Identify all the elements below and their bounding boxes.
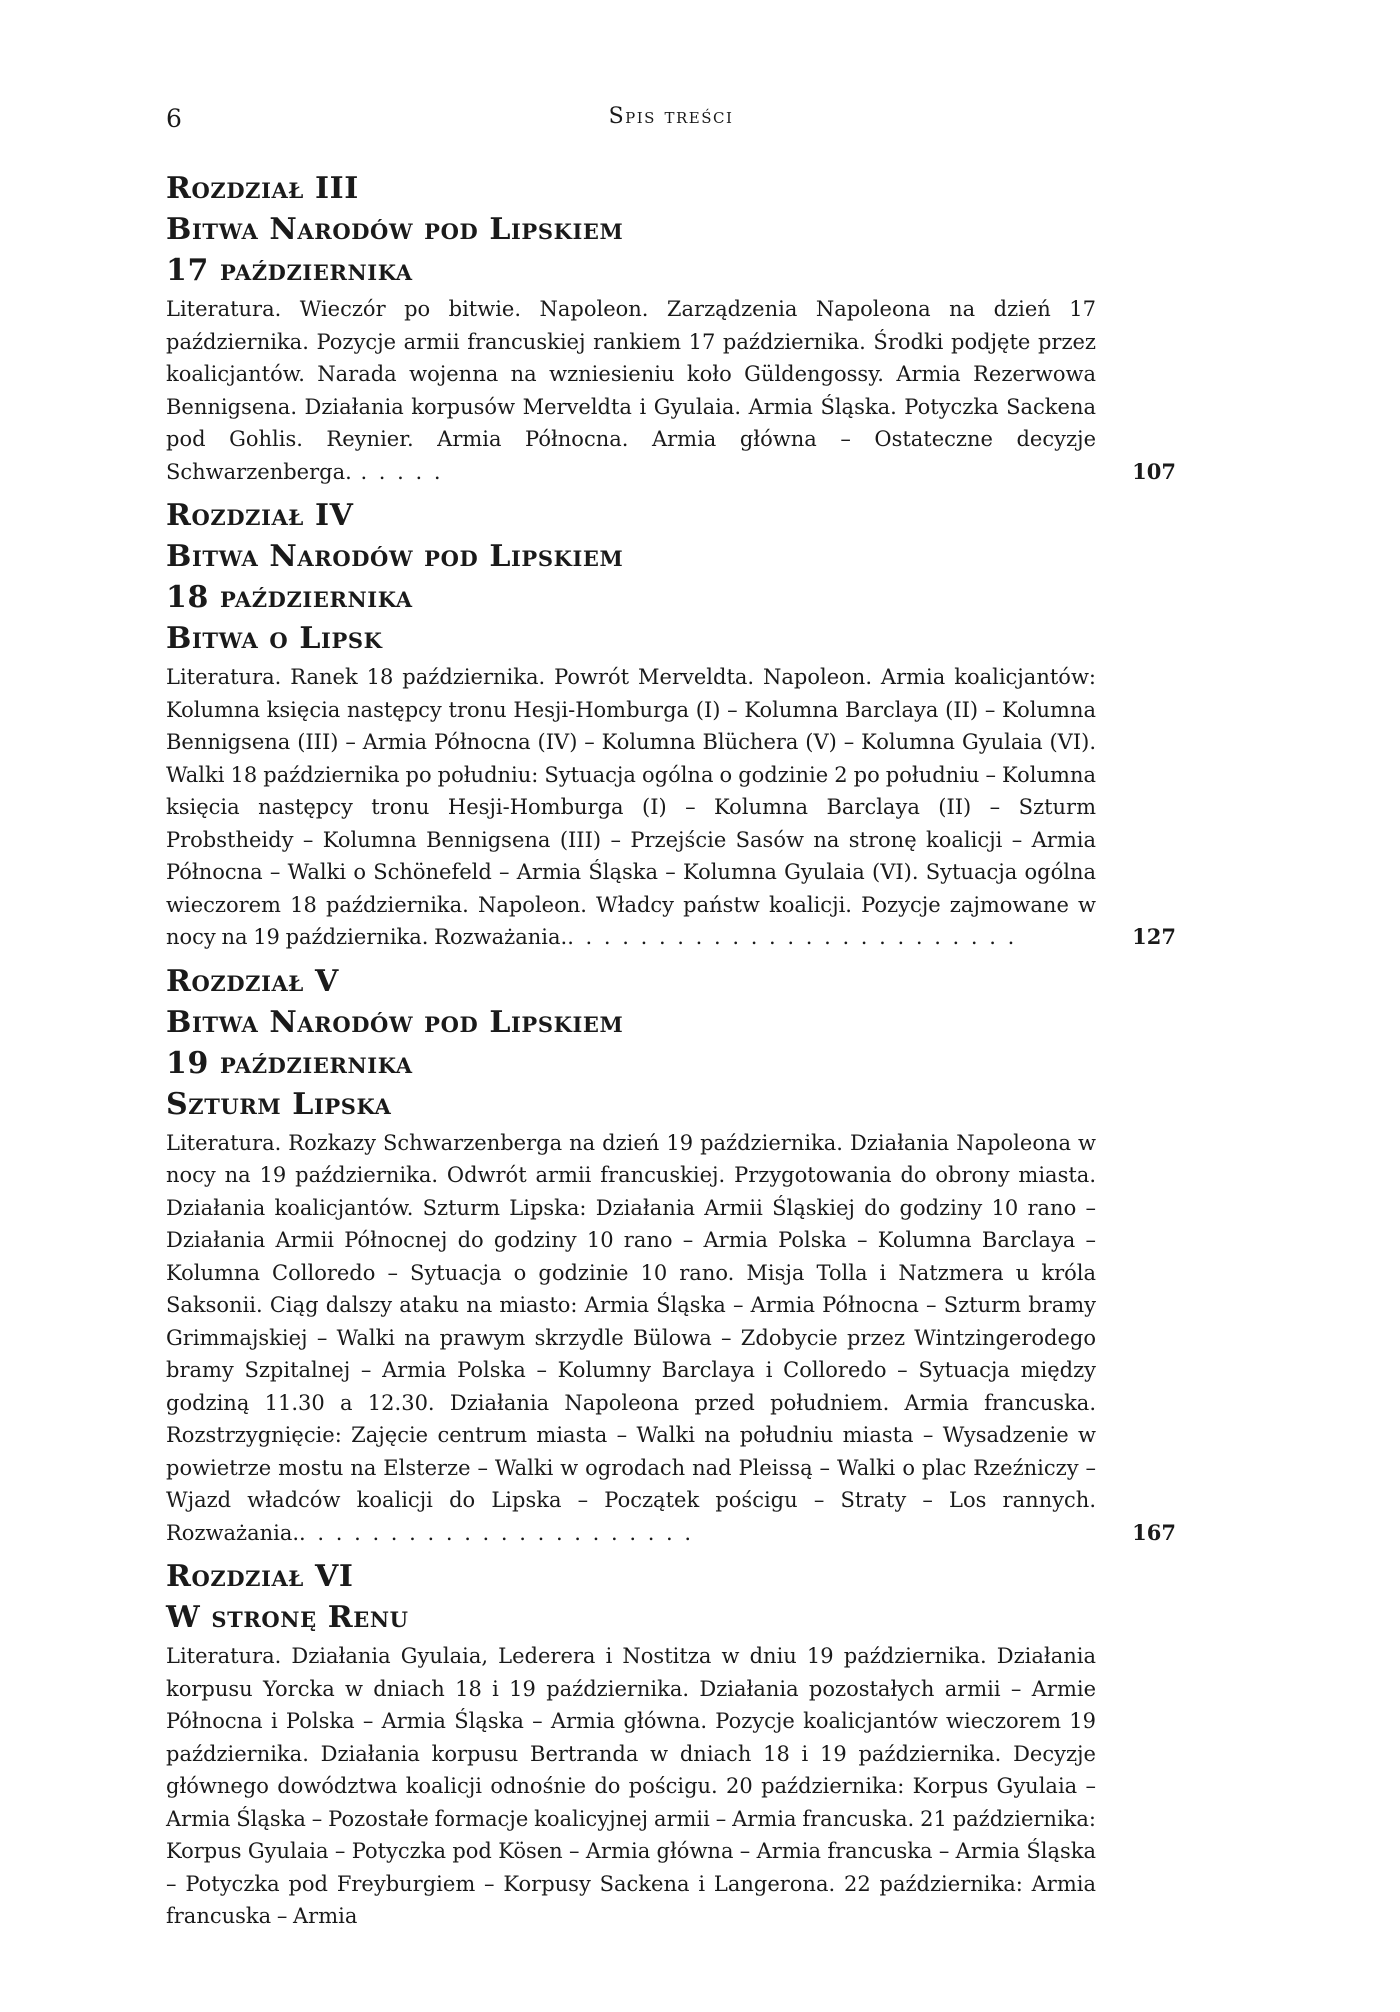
page-header (166, 104, 1176, 140)
chapter-title-line: Bitwa o Lipsk (166, 621, 383, 656)
toc-entry-chapter-3 (166, 168, 1176, 488)
chapter-title-line: Rozdział V (166, 963, 339, 999)
chapter-title (166, 961, 1176, 1125)
running-title: Spis treści (608, 104, 734, 129)
chapter-title-line: 18 października (166, 580, 413, 615)
chapter-title-line: Szturm Lipska (166, 1086, 392, 1122)
chapter-title-line: W stronę Renu (166, 1600, 409, 1635)
toc-entry-chapter-4 (166, 495, 1176, 954)
toc-entry-chapter-6 (166, 1556, 1176, 1933)
chapter-description (166, 293, 1096, 488)
chapter-page-number: 167 (1132, 1519, 1176, 1545)
chapter-summary (166, 1127, 1176, 1550)
table-of-contents (166, 168, 1176, 1940)
chapter-title-line: Rozdział IV (166, 498, 354, 533)
description-text: Literatura. Ranek 18 października. Powrót Merveldta. Napoleon. Armia koalicjantów: Kolumna księcia następcy tronu Hesji-Homburga (I) – Kolumna Barclaya (II) – Kolumna Bennigsena (III) – Armia Północna (IV) – Kolumna Blüchera (V) – Kolumna Gyulaia (VI). Walki 18 października po południu: Sytuacja ogólna o godzinie 2 po południu – Kolumna księcia następcy tronu Hesji-Homburga (I) – Kolumna Barclaya (II) – Szturm Probstheidy – Kolumna Bennigsena (III) – Przejście Sasów na stronę koalicji – Armia Północna – Walki o Schönefeld – Armia Śląska – Kolumna Gyulaia (VI). Sytuacja ogólna wieczorem 18 października. Napoleon. Władcy państw koalicji. Pozycje zajmowane w nocy na 19 października. Rozważania. (166, 665, 1096, 949)
chapter-title-line: Bitwa Narodów pod Lipskiem (166, 539, 624, 574)
dot-leader: . . . . . . . . . . . . . . . . . . . . . . (299, 1520, 695, 1545)
toc-entry-chapter-5 (166, 961, 1176, 1550)
chapter-title-line: 17 października (166, 253, 413, 288)
chapter-description (166, 1640, 1096, 1933)
chapter-title-line: 19 października (166, 1045, 413, 1081)
chapter-title (166, 495, 1176, 659)
chapter-page-number: 127 (1132, 924, 1176, 949)
page-number: 6 (166, 104, 182, 133)
chapter-description (166, 1127, 1096, 1550)
dot-leader: . . . . . . . . . . . . . . . . . . . . . . . . . (567, 925, 1018, 949)
chapter-summary (166, 1640, 1176, 1933)
chapter-description (166, 661, 1096, 954)
description-text: Literatura. Działania Gyulaia, Lederera i Nostitza w dniu 19 października. Działania korpusu Yorcka w dniach 18 i 19 października. Działania pozostałych armii – Armie Północna i Polska – Armia Śląska – Armia główna. Pozycje koalicjantów wieczorem 19 października. Działania korpusu Bertranda w dniach 18 i 19 października. Decyzje głównego dowództwa koalicji odnośnie do pościgu. 20 października: Korpus Gyulaia – Armia Śląska – Pozostałe formacje koalicyjnej armii – Armia francuska. 21 października: Korpus Gyulaia – Potyczka pod Kösen – Armia główna – Armia francuska – Armia Śląska – Potyczka pod Freyburgiem – Korpusy Sackena i Langerona. 22 października: Armia francuska – Armia (166, 1644, 1096, 1928)
description-text: Literatura. Rozkazy Schwarzenberga na dzień 19 października. Działania Napoleona w nocy na 19 października. Odwrót armii francuskiej. Przygotowania do obrony miasta. Działania koalicjantów. Szturm Lipska: Działania Armii Śląskiej do godziny 10 rano – Działania Armii Północnej do godziny 10 rano – Armia Polska – Kolumna Barclaya – Kolumna Colloredo – Sytuacja o godzinie 10 rano. Misja Tolla i Natzmera u króla Saksonii. Ciąg dalszy ataku na miasto: Armia Śląska – Armia Północna – Szturm bramy Grimmajskiej – Walki na prawym skrzydle Bülowa – Zdobycie przez Wintzingerodego bramy Szpitalnej – Armia Polska – Kolumny Barclaya i Colloredo – Sytuacja między godziną 11.30 a 12.30. Działania Napoleona przed południem. Armia francuska. Rozstrzygnięcie: Zajęcie centrum miasta – Walki na południu miasta – Wysadzenie w powietrze mostu na Elsterze – Walki w ogrodach nad Pleissą – Walki o plac Rzeźniczy – Wjazd władców koalicji do Lipska – Początek pościgu – Straty – Los rannych. Rozważania. (166, 1130, 1096, 1545)
description-text: Literatura. Wieczór po bitwie. Napoleon. Zarządzenia Napoleona na dzień 17 października. Pozycje armii francuskiej rankiem 17 października. Środki podjęte przez koalicjantów. Narada wojenna na wzniesieniu koło Güldengossy. Armia Rezerwowa Bennigsena. Działania korpusów Merveldta i Gyulaia. Armia Śląska. Potyczka Sackena pod Gohlis. Reynier. Armia Północna. Armia główna – Ostateczne decyzje Schwarzenberga. (166, 297, 1096, 484)
chapter-summary (166, 293, 1176, 488)
chapter-title-line: Rozdział III (166, 171, 359, 206)
chapter-title (166, 1556, 1176, 1638)
dot-leader: . . . . . (351, 459, 444, 484)
chapter-page-number: 107 (1132, 458, 1176, 484)
chapter-summary (166, 661, 1176, 954)
chapter-title-line: Bitwa Narodów pod Lipskiem (166, 1004, 624, 1040)
chapter-title (166, 168, 1176, 291)
chapter-title-line: Rozdział VI (166, 1559, 354, 1594)
chapter-title-line: Bitwa Narodów pod Lipskiem (166, 212, 624, 247)
